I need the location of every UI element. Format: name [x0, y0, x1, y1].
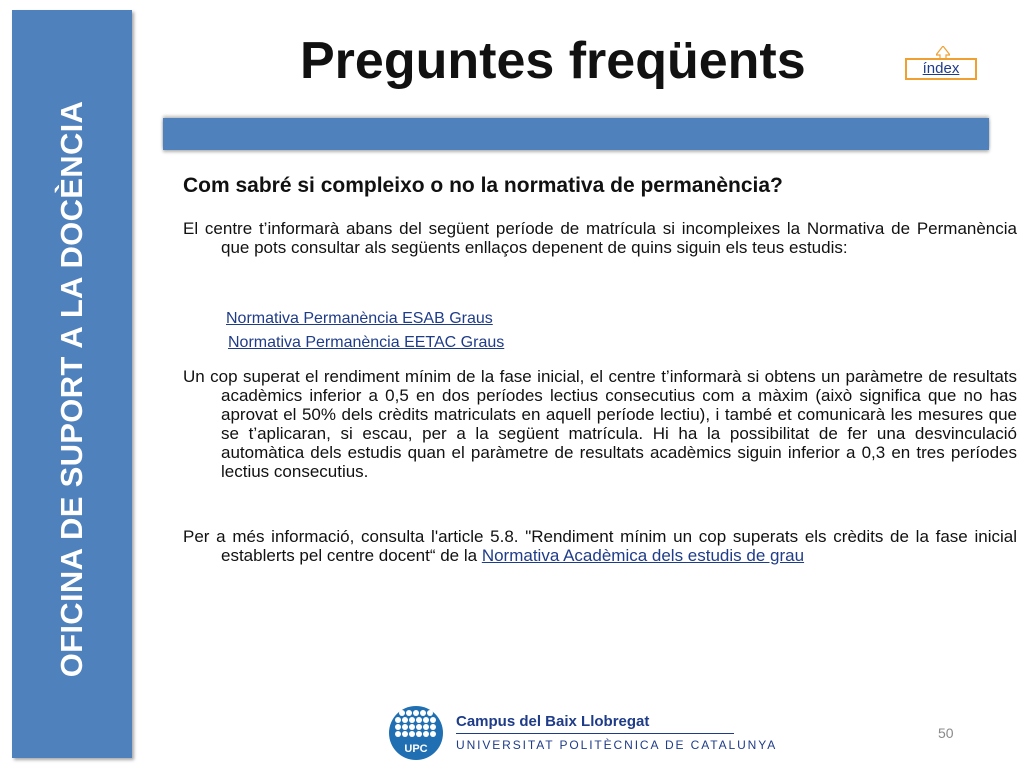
upc-logo — [388, 705, 444, 761]
paragraph-more-info — [183, 527, 1017, 565]
footer-divider — [456, 733, 734, 734]
logo-dot — [430, 717, 436, 723]
header-bar — [163, 118, 989, 150]
university-name: UNIVERSITAT POLITÈCNICA DE CATALUNYA — [456, 738, 778, 752]
paragraph-rendiment: Un cop superat el rendiment mínim de la fase inicial, el centre t’informarà si obtens un paràmetre de resultats acadèmics inferior a 0,5 en dos períodes lectius consecutius com a màxim (això significa que no has aprovat el 50% dels crèdits matriculats en aquell període lectiu), i també et comunicarà les mesures que se t’aplicaran, si escau, per a la següent matrícula. Hi ha la possibilitat de fer una desvinculació automàtica dels estudis quan el paràmetre de resultats acadèmics siguin inferior a 0,3 en tres períodes lectius consecutius. — [183, 367, 1017, 481]
sidebar-label: OFICINA DE SUPORT A LA DOCÈNCIA — [54, 100, 89, 678]
logo-dot — [399, 710, 405, 716]
logo-dot — [402, 731, 408, 737]
logo-dot — [402, 724, 408, 730]
logo-dot — [430, 731, 436, 737]
question-heading: Com sabré si compleixo o no la normativa de permanència? — [183, 174, 783, 197]
logo-dot — [423, 724, 429, 730]
logo-dot — [409, 717, 415, 723]
logo-dot — [416, 724, 422, 730]
more-info-text: Per a més informació, consulta l'article 5.8. "Rendiment mínim un cop superats els crèdits de la fase inicial establerts pel centre docent“ de la — [183, 527, 1017, 565]
logo-dot — [416, 731, 422, 737]
logo-dot — [409, 731, 415, 737]
logo-dot — [406, 710, 412, 716]
logo-dot — [402, 717, 408, 723]
logo-dot — [416, 717, 422, 723]
link-normativa-eetac[interactable]: Normativa Permanència EETAC Graus — [228, 334, 505, 351]
logo-dot — [423, 717, 429, 723]
logo-dot — [427, 710, 433, 716]
logo-dot — [413, 710, 419, 716]
link-normativa-esab[interactable]: Normativa Permanència ESAB Graus — [226, 310, 493, 327]
logo-dot — [409, 724, 415, 730]
normativa-links — [220, 307, 620, 355]
logo-dot — [395, 724, 401, 730]
logo-dot — [395, 717, 401, 723]
logo-dot — [423, 731, 429, 737]
page-title: Preguntes freqüents — [300, 32, 806, 90]
index-button[interactable] — [905, 46, 981, 82]
paragraph-intro: El centre t’informarà abans del següent període de matrícula si incompleixes la Normativa de Permanència que pots consultar als següents enllaços depenent de quins siguin els teus estudis: — [183, 219, 1017, 257]
logo-dot — [420, 710, 426, 716]
upc-logo-text: UPC — [404, 743, 428, 755]
link-normativa-academica[interactable]: Normativa Acadèmica dels estudis de grau — [481, 546, 805, 565]
logo-dot — [395, 731, 401, 737]
index-link[interactable]: índex — [905, 58, 977, 80]
logo-dot — [430, 724, 436, 730]
page-number: 50 — [938, 725, 954, 741]
campus-name: Campus del Baix Llobregat — [456, 713, 650, 730]
